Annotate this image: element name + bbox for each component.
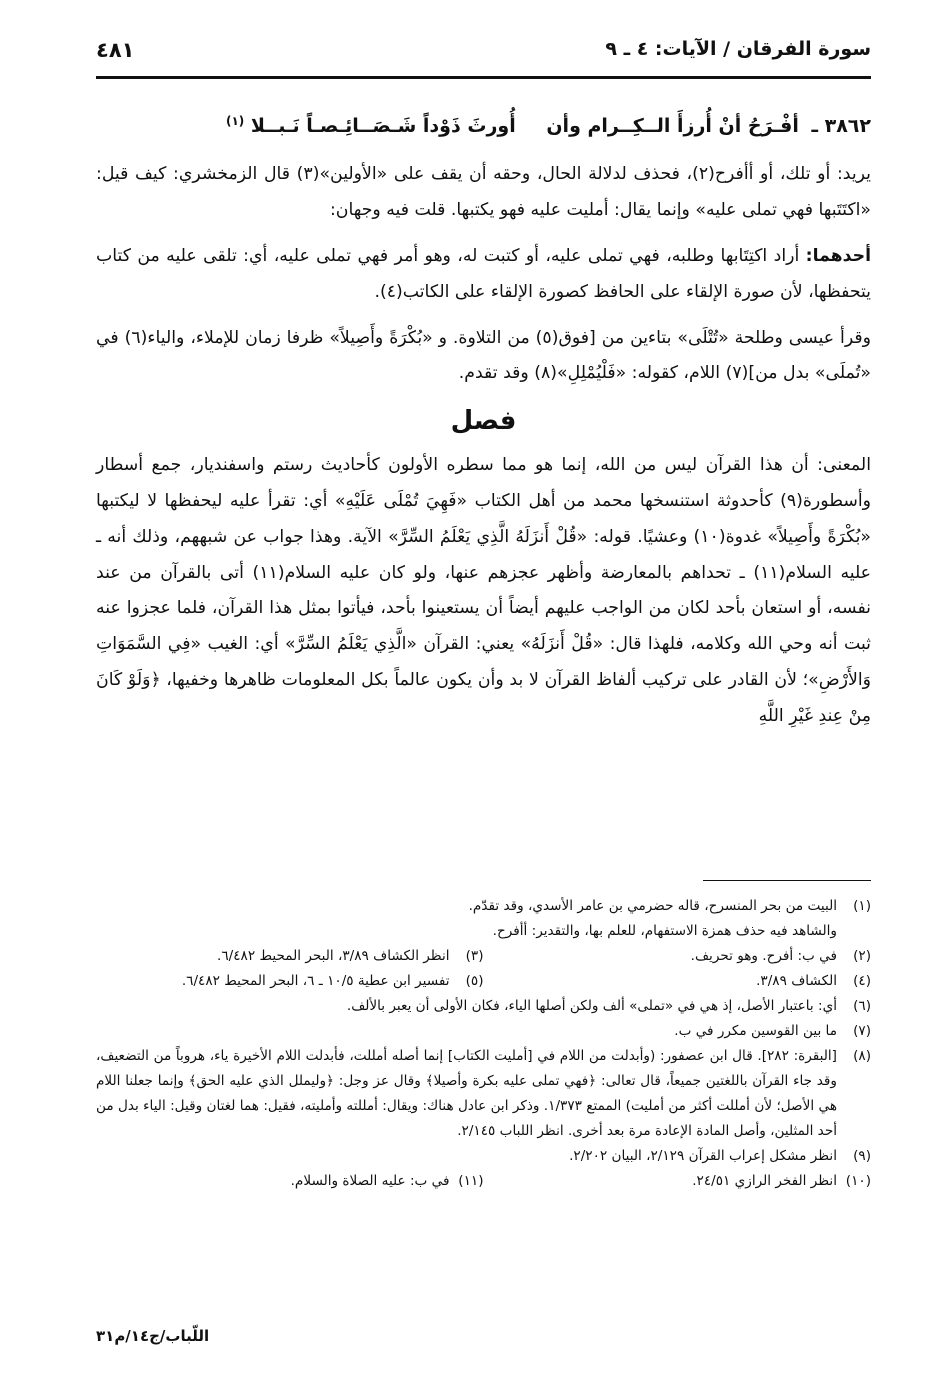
footnote-text: انظر الكشاف ٣/٨٩، البحر المحيط ٦/٤٨٢. [217,948,450,964]
footnote-rule [703,880,871,881]
footnote-text: تفسير ابن عطية ١٠/٥ ـ ٦، البحر المحيط ٦/٤٨٢. [181,973,450,989]
footnote-text: انظر مشكل إعراب القرآن ٢/١٢٩، البيان ٢/٢٠٢. [569,1148,837,1164]
footnote [484,1169,872,1194]
volume-signature: اللّباب/ج١٤/م٣١ [96,1327,210,1345]
footnote-text: ما بين القوسين مكرر في ب. [674,1023,837,1039]
footnote [96,1019,871,1044]
surah-title: سورة الفرقان / الآيات: ٤ ـ ٩ [605,38,871,60]
header-rule [96,76,871,79]
footnotes [96,894,871,1194]
footnote-text: البيت من بحر المنسرح، قاله حضرمي بن عامر الأسدي، وقد تقدّم. [468,898,837,914]
footnote-number: (٢) [853,948,871,964]
paragraph: يريد: أو تلك، أو أأفرح(٢)، فحذف لدلالة الحال، وحقه أن يقف على «الأولين»(٣) قال الزمخشري: كيف قيل: «اكتَتَبها فهي تملى عليه» وإنما يقال: أمليت عليه فهو يكتبها. قلت فيه وجهان: [96,164,871,221]
footnote-number: (٩) [853,1148,871,1164]
paragraph-text: أراد اكتِتَابها وطلبه، فهي تملى عليه، أو كتبت له، وهو أمر فهي تملى عليه، أي: تلقى عليه من كتاب يتحفظها، لأن صورة الإلقاء على الحافظ كصورة الإلقاء على الكاتب(٤). [96,245,871,302]
paragraph: وقرأ عيسى وطلحة «تُتْلَى» بتاءين من [فوق(٥) من التلاوة. و «بُكْرَةً وأَصِيلاً» ظرفا زمان للإملاء، والياء(٦) في «تُملَى» بدل من](٧) اللام، كقوله: «فَلْيُمْلِلِ»(٨) وقد تقدم. [96,327,871,384]
footnote-number: (١) [853,898,871,914]
footnote [484,944,872,969]
verse-second-hemistich: أُورثَ ذَوْداً شَـصَــائِـصـاً نَـبــلا [250,115,516,138]
footnote [96,994,871,1019]
footnote-row [96,1169,871,1194]
footnote-continuation [96,919,871,944]
verse-number: ٣٨٦٢ ـ [811,115,871,138]
footnote-text: أي: باعتبار الأصل، إذ هي في «تملى» ألف ولكن أصلها الياء، فكان الأولى أن يعبر بالألف. [346,998,837,1014]
page-number: ٤٨١ [96,38,135,62]
poetry-verse [96,104,871,143]
footnote-number: (٧) [853,1023,871,1039]
footnote [96,894,871,919]
footnote-text: الكشاف ٣/٨٩. [756,973,837,989]
footnote [96,1169,484,1194]
footnote-number: (٣) [465,948,484,964]
footnote-number: (٦) [853,998,871,1014]
footnote-row [96,944,871,969]
footnote-text: انظر الفخر الرازي ٢٤/٥١. [692,1173,837,1189]
section-paragraph: المعنى: أن هذا القرآن ليس من الله، إنما هو مما سطره الأولون كأحاديث رستم واسفنديار، جمع أسطار وأسطورة(٩) كأحدوثة استنسخها محمد من أهل الكتاب «فَهِيَ تُمْلَى عَلَيْهِ» أي: تقرأ عليه ليحفظها لا ليكتبها «بُكْرَةً وأَصِيلاً» غدوة(١٠) وعشيًا. قوله: «قُلْ أَنزَلَهُ الَّذِي يَعْلَمُ السِّرَّ» الآية. وهذا جواب عن شبههم، وذلك أنه ـ عليه السلام(١١) ـ تحداهم بالمعارضة وأظهر عجزهم عنها، ولو كان عليه السلام(١١) أتى بالقرآن من عند نفسه، أو استعان بأحد لكان من الواجب عليهم أيضاً أن يستعينوا بأحد، فيأتوا بمثل هذا القرآن، فلما عجزوا عنه ثبت أنه وحي الله وكلامه، فلهذا قال: «قُلْ أَنزَلَهُ» يعني: القرآن «الَّذِي يَعْلَمُ السِّرَّ» أي: الغيب «فِي السَّمَوَاتِ وَالأَرْضِ»؛ لأن القادر على تركيب ألفاظ القرآن لا بد وأن يكون عالماً بكل المعلومات ظاهرها وخفيها، ﴿وَلَوْ كَانَ مِنْ عِندِ غَيْرِ اللَّهِ [96,455,871,726]
footnote [96,1044,871,1144]
footnote-text: والشاهد فيه حذف همزة الاستفهام، للعلم بها، والتقدير: أأفرح. [492,923,837,939]
footnote-number: (١١) [458,1173,484,1189]
page-header [96,36,871,76]
page-body [96,104,871,738]
footnote-text: [البقرة: ٢٨٢]. قال ابن عصفور: (وأبدلت من اللام في [أمليت الكتاب] إنما أصله أمللت، فأبدلت اللام الأخيرة ياء، هروباً من التضعيف، وقد جاء القرآن باللغتين جميعاً، قال تعالى: ﴿فهي تملى عليه بكرة وأصيلا﴾ وقال عز وجل: ﴿وليملل الذي عليه الحق﴾ وإنما جعلنا اللام هي الأصل؛ لأن أمللت أكثر من أمليت) الممتع ١/٣٧٣. وذكر ابن عادل هناك: ويقال: أمللته وأمليته، فقيل: هما لغتان وقيل: الياء بدل من أحد المثلين، وأصل المادة الإعادة مرة بعد أخرى. انظر اللباب ٢/١٤٥. [96,1048,837,1139]
paragraph-lead: أحدهما: [805,245,871,266]
footnote-number: (٥) [465,973,484,989]
paragraph [96,239,871,311]
section-heading: فصل [450,406,517,437]
footnote-number: (١٠) [845,1173,871,1189]
footnote-number: (٤) [853,973,871,989]
footnote-text: في ب: أفرح. وهو تحريف. [690,948,837,964]
footnote-row [96,969,871,994]
footnote [96,969,484,994]
footnote [96,944,484,969]
verse-first-hemistich: أفْـرَحُ أنْ أُرزأَ الــكِــرام وأن [546,115,799,138]
footnote [484,969,872,994]
verse-footnote-ref: (١) [225,114,245,128]
footnote-number: (٨) [853,1048,871,1064]
footnote-text: في ب: عليه الصلاة والسلام. [290,1173,450,1189]
footnote [96,1144,871,1169]
